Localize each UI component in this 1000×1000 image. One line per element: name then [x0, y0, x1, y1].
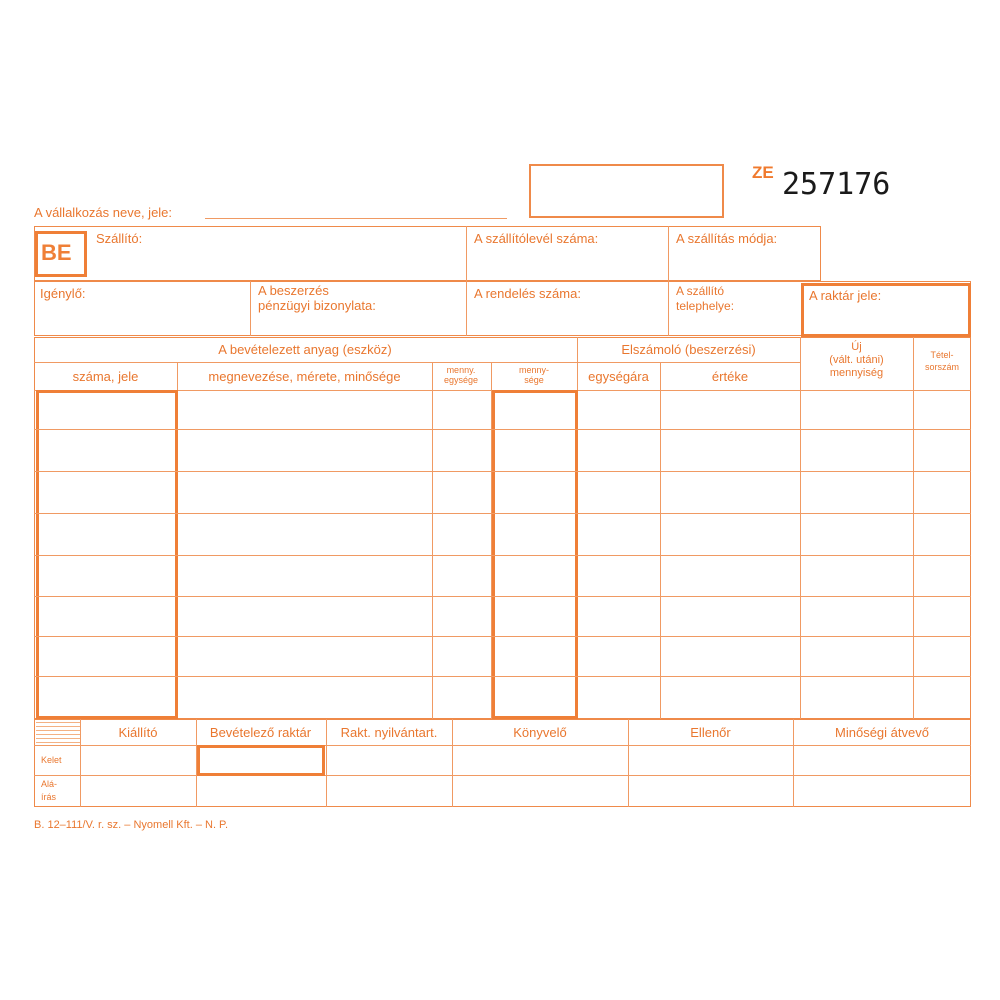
- stamp-box[interactable]: [529, 164, 724, 218]
- be-badge-text: BE: [41, 240, 72, 265]
- column-divider: [913, 337, 914, 719]
- quality-receiver-header: Minőségi átvevő: [835, 725, 929, 740]
- inventory-keeper-header: Rakt. nyilvántart.: [340, 725, 438, 740]
- delivery-note-label: A szállítólevél száma:: [474, 231, 599, 246]
- name-size-quality-header: megnevezése, mérete, minősége: [208, 369, 401, 384]
- received-material-header: A bevételezett anyag (eszköz): [218, 342, 392, 357]
- serial-prefix: ZE: [752, 163, 774, 182]
- purchase-doc-label-1: A beszerzés: [258, 283, 329, 298]
- issuer-header: Kiállító: [118, 725, 158, 740]
- purchase-doc-label-2: pénzügyi bizonylata:: [258, 298, 376, 313]
- divider: [250, 281, 251, 336]
- divider: [668, 226, 669, 281]
- new-qty-header-2: (vált. utáni): [829, 354, 884, 366]
- divider: [466, 281, 467, 336]
- date-label: Kelet: [41, 755, 62, 765]
- supplier-site-label-1: A szállító: [676, 284, 725, 298]
- supplier-label: Szállító:: [96, 231, 143, 246]
- signature-line: [34, 745, 971, 746]
- delivery-method-label: A szállítás módja:: [676, 231, 778, 246]
- row-line: [34, 471, 971, 472]
- signature-label-1: Alá-: [41, 779, 58, 789]
- unit-price-header: egységára: [588, 369, 649, 384]
- footer-imprint: B. 12–111/V. r. sz. – Nyomell Kft. – N. P.: [34, 819, 229, 831]
- unit-header-2: egysége: [443, 375, 479, 385]
- accountant-header: Könyvelő: [513, 725, 567, 740]
- new-qty-header-1: Új: [851, 341, 862, 353]
- row-line: [34, 513, 971, 514]
- row-line: [34, 636, 971, 637]
- signature-label-2: írás: [41, 792, 57, 802]
- divider: [668, 281, 669, 336]
- requester-label: Igénylő:: [40, 286, 86, 301]
- quantity-header-2: sége: [524, 375, 544, 385]
- hatched-cell: [36, 721, 80, 743]
- row-line: [34, 676, 971, 677]
- supplier-site-label-2: telephelye:: [676, 299, 735, 313]
- quantity-header-1: menny-: [518, 365, 549, 375]
- serial-number: 257176: [782, 167, 891, 202]
- new-qty-header-3: mennyiség: [829, 367, 884, 379]
- company-name-line[interactable]: [205, 218, 507, 219]
- receiving-warehouse-header: Bevételező raktár: [209, 725, 312, 740]
- item-number-header-1: Tétel-: [930, 350, 954, 360]
- row-line: [34, 596, 971, 597]
- number-code-header: száma, jele: [72, 369, 139, 384]
- header-line: [34, 362, 800, 363]
- divider: [466, 226, 467, 281]
- row-line: [34, 555, 971, 556]
- column-divider: [432, 362, 433, 719]
- unit-header-1: menny.: [446, 365, 476, 375]
- column-divider: [660, 362, 661, 719]
- warehouse-code-label: A raktár jele:: [809, 288, 882, 303]
- company-label: A vállalkozás neve, jele:: [34, 205, 173, 220]
- value-header: értéke: [711, 369, 749, 384]
- column-divider: [800, 337, 801, 719]
- controller-header: Ellenőr: [690, 725, 731, 740]
- receiving-warehouse-date-box[interactable]: [197, 745, 325, 776]
- row-line: [34, 429, 971, 430]
- order-number-label: A rendelés száma:: [474, 286, 581, 301]
- item-number-header-2: sorszám: [924, 362, 959, 372]
- signature-line: [34, 775, 971, 776]
- settlement-header: Elszámoló (beszerzési): [621, 342, 756, 357]
